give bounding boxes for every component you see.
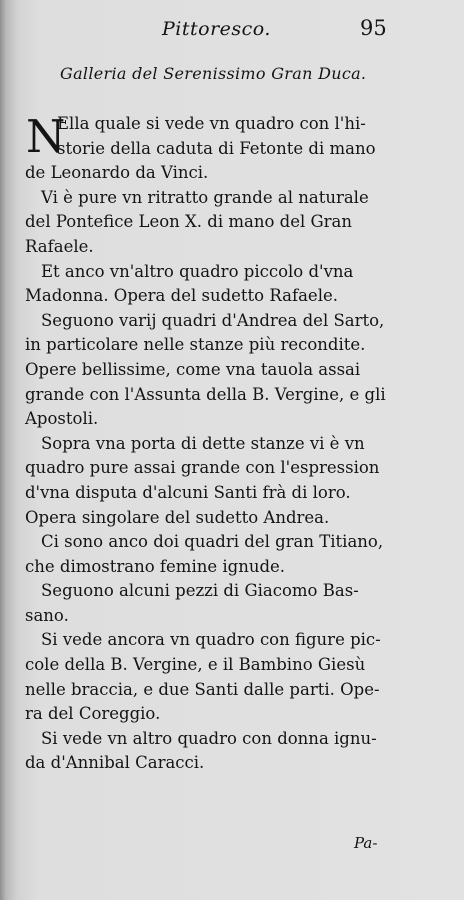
catchword: Pa- <box>354 834 378 852</box>
text-line: quadro pure assai grande con l'espression <box>25 458 380 478</box>
text-line: cole della B. Vergine, e il Bambino Giesù <box>25 655 366 675</box>
text-line: grande con l'Assunta della B. Vergine, e gli <box>25 384 386 404</box>
page-number: 95 <box>360 16 387 40</box>
text-line: Madonna. Opera del sudetto Rafaele. <box>25 286 338 306</box>
text-line: Rafaele. <box>25 236 94 256</box>
running-title: Pittoresco. <box>162 18 271 40</box>
text-line: Si vede ancora vn quadro con figure pic- <box>41 630 381 650</box>
text-line: nelle braccia, e due Santi dalle parti. Ope- <box>25 679 380 699</box>
drop-cap: N <box>26 110 66 163</box>
text-line: da d'Annibal Caracci. <box>25 753 205 773</box>
text-line: Seguono alcuni pezzi di Giacomo Bas- <box>41 581 359 601</box>
text-line: d'vna disputa d'alcuni Santi frà di loro. <box>25 482 351 502</box>
text-line: Apostoli. <box>25 409 99 429</box>
text-line: de Leonardo da Vinci. <box>25 163 209 183</box>
text-line: del Pontefice Leon X. di mano del Gran <box>25 212 353 232</box>
section-heading: Galleria del Serenissimo Gran Duca. <box>60 64 367 83</box>
text-line: Opere bellissime, come vna tauola assai <box>25 359 361 379</box>
text-line: Ci sono anco doi quadri del gran Titiano, <box>41 532 384 552</box>
text-line: in particolare nelle stanze più recondite. <box>25 335 366 355</box>
running-head <box>0 18 464 48</box>
text-line: sano. <box>25 605 69 625</box>
text-line: ra del Coreggio. <box>25 704 161 724</box>
text-line: Et anco vn'altro quadro piccolo d'vna <box>41 261 354 281</box>
text-line: Opera singolare del sudetto Andrea. <box>25 507 330 527</box>
text-line: Seguono varij quadri d'Andrea del Sarto, <box>41 310 385 330</box>
text-line: storie della caduta di Fetonte di mano <box>57 138 376 158</box>
text-line: Ella quale si vede vn quadro con l'hi- <box>57 114 366 133</box>
text-line: Si vede vn altro quadro con donna ignu- <box>41 728 377 748</box>
text-line: che dimostrano femine ignude. <box>25 556 286 576</box>
text-line: Sopra vna porta di dette stanze vi è vn <box>41 433 365 453</box>
body-text <box>25 112 435 776</box>
text-line: Vi è pure vn ritratto grande al naturale <box>41 187 369 207</box>
